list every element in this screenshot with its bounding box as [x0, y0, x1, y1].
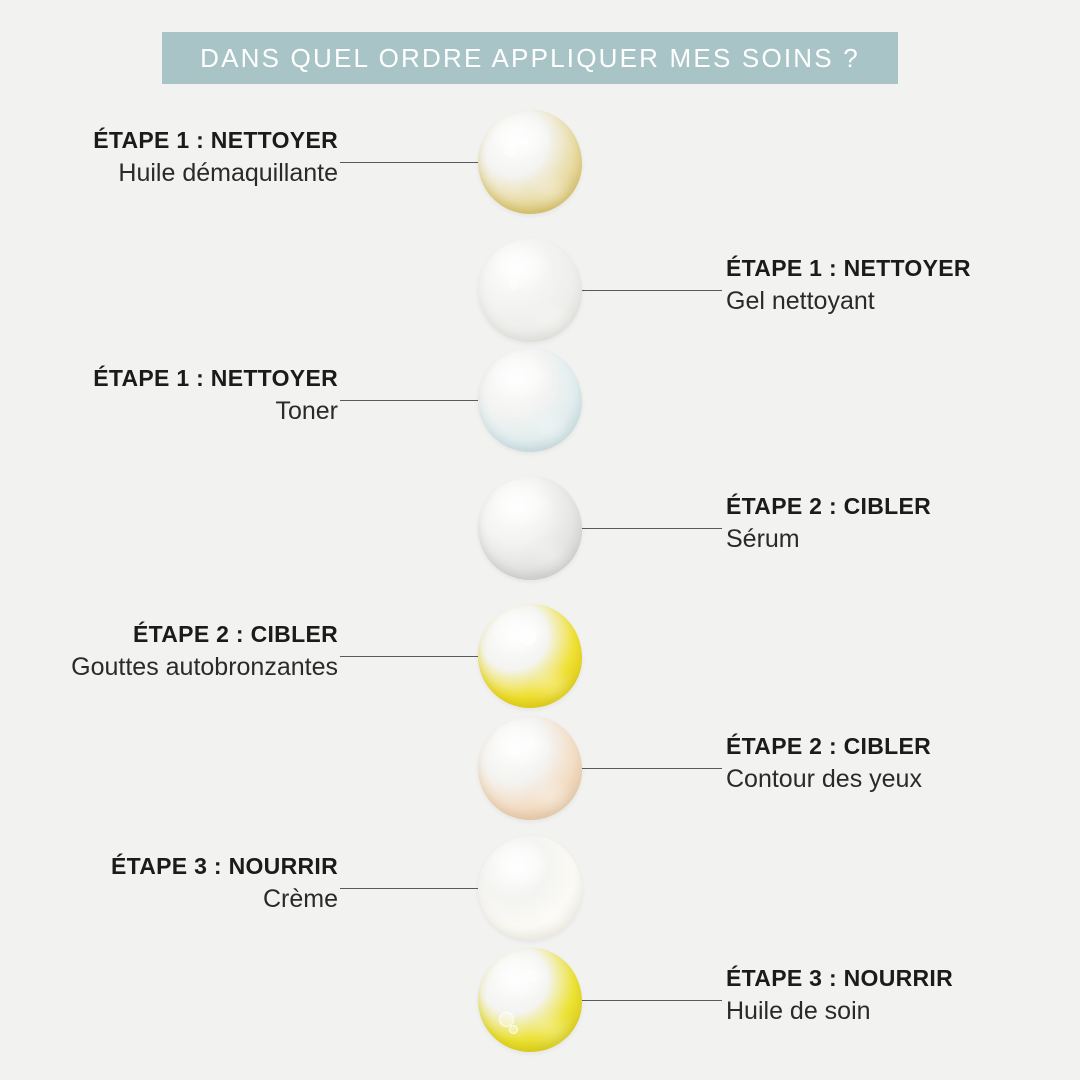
droplet-icon-7	[478, 836, 582, 940]
bubble-icon	[509, 1025, 518, 1034]
step-name: ÉTAPE 1 : NETTOYER	[726, 255, 971, 281]
droplet-gloss	[497, 358, 545, 393]
connector-line-6	[582, 768, 722, 769]
step-label-6	[726, 732, 1080, 795]
product-name: Huile démaquillante	[118, 158, 338, 187]
droplet-icon-6	[478, 716, 582, 820]
step-label-4	[726, 492, 1080, 555]
product-name: Crème	[262, 884, 338, 913]
connector-line-5	[340, 656, 478, 657]
step-row-2	[0, 238, 1080, 358]
droplet-3-wrap	[478, 348, 582, 452]
droplet-icon-5	[478, 604, 582, 708]
droplet-4-wrap	[478, 476, 582, 580]
connector-line-3	[340, 400, 478, 401]
step-label-1	[0, 126, 338, 189]
connector-line-1	[340, 162, 478, 163]
droplet-5-wrap	[478, 604, 582, 708]
product-name: Toner	[275, 396, 338, 425]
product-name: Gel nettoyant	[726, 286, 875, 315]
connector-line-8	[582, 1000, 722, 1001]
connector-line-4	[582, 528, 722, 529]
step-label-5	[0, 620, 338, 683]
droplet-6-wrap	[478, 716, 582, 820]
step-row-5	[0, 604, 1080, 724]
droplet-gloss-secondary	[536, 1017, 567, 1040]
droplet-gloss	[497, 486, 545, 521]
step-label-7	[0, 852, 338, 915]
droplet-icon-4	[478, 476, 582, 580]
step-row-4	[0, 476, 1080, 596]
droplet-icon-8	[478, 948, 582, 1052]
step-row-3	[0, 348, 1080, 468]
bubble-icon	[509, 280, 518, 289]
droplet-2-wrap	[478, 238, 582, 342]
step-name: ÉTAPE 2 : CIBLER	[726, 493, 932, 519]
step-row-7	[0, 836, 1080, 956]
step-name: ÉTAPE 3 : NOURRIR	[726, 965, 954, 991]
droplet-gloss-secondary	[536, 673, 567, 696]
droplet-1-wrap	[478, 110, 582, 214]
droplet-gloss-secondary	[536, 545, 567, 568]
bubble-icon	[520, 137, 528, 145]
bubble-icon	[526, 739, 533, 746]
step-label-2	[726, 254, 1080, 317]
bubble-icon	[520, 629, 536, 645]
droplet-icon-3	[478, 348, 582, 452]
step-name: ÉTAPE 1 : NETTOYER	[93, 365, 338, 391]
product-name: Huile de soin	[726, 996, 871, 1025]
droplet-gloss-secondary	[536, 785, 567, 808]
step-name: ÉTAPE 2 : CIBLER	[132, 621, 338, 647]
connector-line-2	[582, 290, 722, 291]
droplet-gloss-secondary	[536, 417, 567, 440]
page-title-banner	[162, 32, 898, 84]
step-row-1	[0, 110, 1080, 230]
droplet-icon-1	[478, 110, 582, 214]
droplet-gloss-secondary	[536, 307, 567, 330]
step-name: ÉTAPE 3 : NOURRIR	[110, 853, 338, 879]
step-label-3	[0, 364, 338, 427]
droplet-gloss	[497, 726, 545, 761]
droplet-gloss	[497, 958, 545, 993]
droplet-gloss-secondary	[536, 179, 567, 202]
step-name: ÉTAPE 2 : CIBLER	[726, 733, 932, 759]
droplet-gloss	[497, 846, 545, 881]
product-name: Sérum	[726, 524, 800, 553]
page-title: DANS QUEL ORDRE APPLIQUER MES SOINS ?	[200, 42, 860, 73]
droplet-gloss	[497, 248, 545, 283]
product-name: Gouttes autobronzantes	[71, 652, 338, 681]
droplet-gloss-secondary	[536, 905, 567, 928]
step-name: ÉTAPE 1 : NETTOYER	[93, 127, 338, 153]
connector-line-7	[340, 888, 478, 889]
bubble-icon	[526, 971, 537, 982]
step-row-6	[0, 716, 1080, 836]
droplet-icon-2	[478, 238, 582, 342]
step-label-8	[726, 964, 1080, 1027]
droplet-8-wrap	[478, 948, 582, 1052]
droplet-7-wrap	[478, 836, 582, 940]
step-row-8	[0, 948, 1080, 1068]
product-name: Contour des yeux	[726, 764, 922, 793]
